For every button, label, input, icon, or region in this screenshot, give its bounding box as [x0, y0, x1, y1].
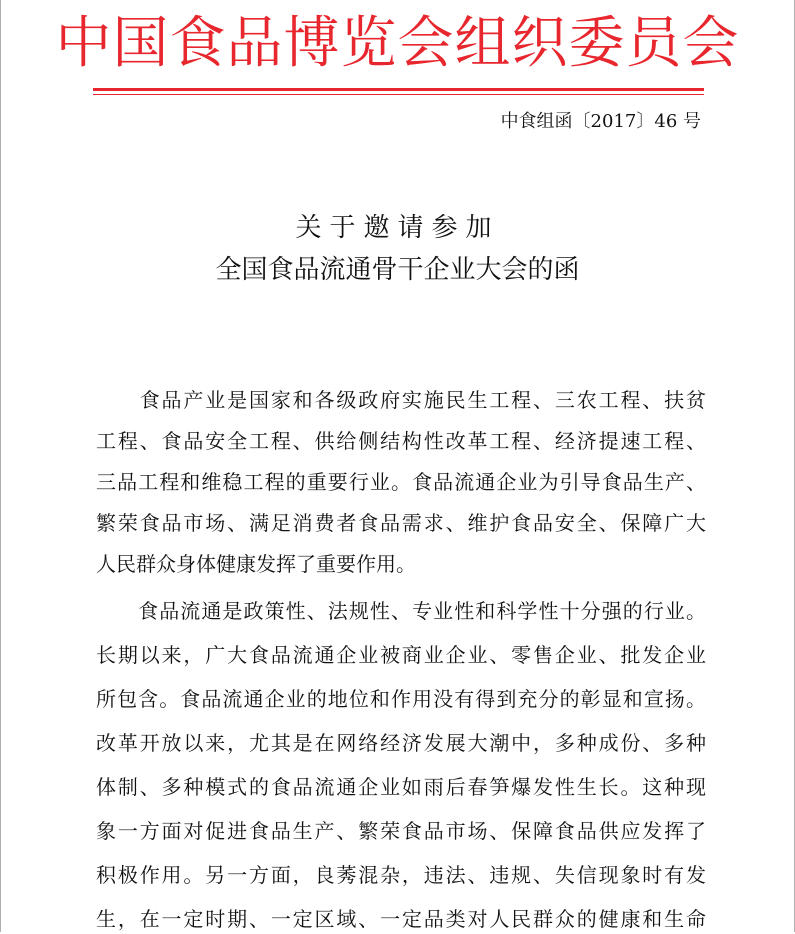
- paragraph-line: 食品产业是国家和各级政府实施民生工程、三农工程、扶贫: [96, 388, 706, 412]
- paragraph-line: 繁荣食品市场、满足消费者食品需求、维护食品安全、保障广大: [96, 511, 706, 535]
- paragraph-line: 生，在一定时期、一定区域、一定品类对人民群众的健康和生命: [96, 907, 706, 931]
- paragraph-line: 所包含。食品流通企业的地位和作用没有得到充分的彰显和宣扬。: [96, 687, 706, 711]
- letterhead-title: 中国食品博览会组织委员会: [55, 11, 740, 76]
- paragraph-line: 体制、多种模式的食品流通企业如雨后春笋爆发性生长。这种现: [96, 775, 706, 799]
- paragraph-line: 长期以来，广大食品流通企业被商业企业、零售企业、批发企业: [96, 643, 706, 667]
- page-edge-left: [0, 0, 1, 932]
- paragraph-line: 工程、食品安全工程、供给侧结构性改革工程、经济提速工程、: [96, 429, 706, 453]
- paragraph-line: 三品工程和维稳工程的重要行业。食品流通企业为引导食品生产、: [96, 470, 706, 494]
- paragraph-line: 食品流通是政策性、法规性、专业性和科学性十分强的行业。: [96, 599, 706, 623]
- paragraph-line: 积极作用。另一方面，良莠混杂，违法、违规、失信现象时有发: [96, 863, 706, 887]
- document-number: 中食组函〔2017〕46 号: [500, 111, 701, 132]
- letterhead-rule-thick: [93, 88, 704, 91]
- paragraph-line: 象一方面对促进食品生产、繁荣食品市场、保障食品供应发挥了: [96, 819, 706, 843]
- paragraph-line: 人民群众身体健康发挥了重要作用。: [96, 552, 416, 576]
- paragraph-line: 改革开放以来，尤其是在网络经济发展大潮中，多种成份、多种: [96, 731, 706, 755]
- letter-title-line-2: 全国食品流通骨干企业大会的函: [215, 255, 580, 285]
- letter-title-line-1: 关于邀请参加: [295, 213, 500, 243]
- letterhead-rule-thin: [93, 94, 704, 95]
